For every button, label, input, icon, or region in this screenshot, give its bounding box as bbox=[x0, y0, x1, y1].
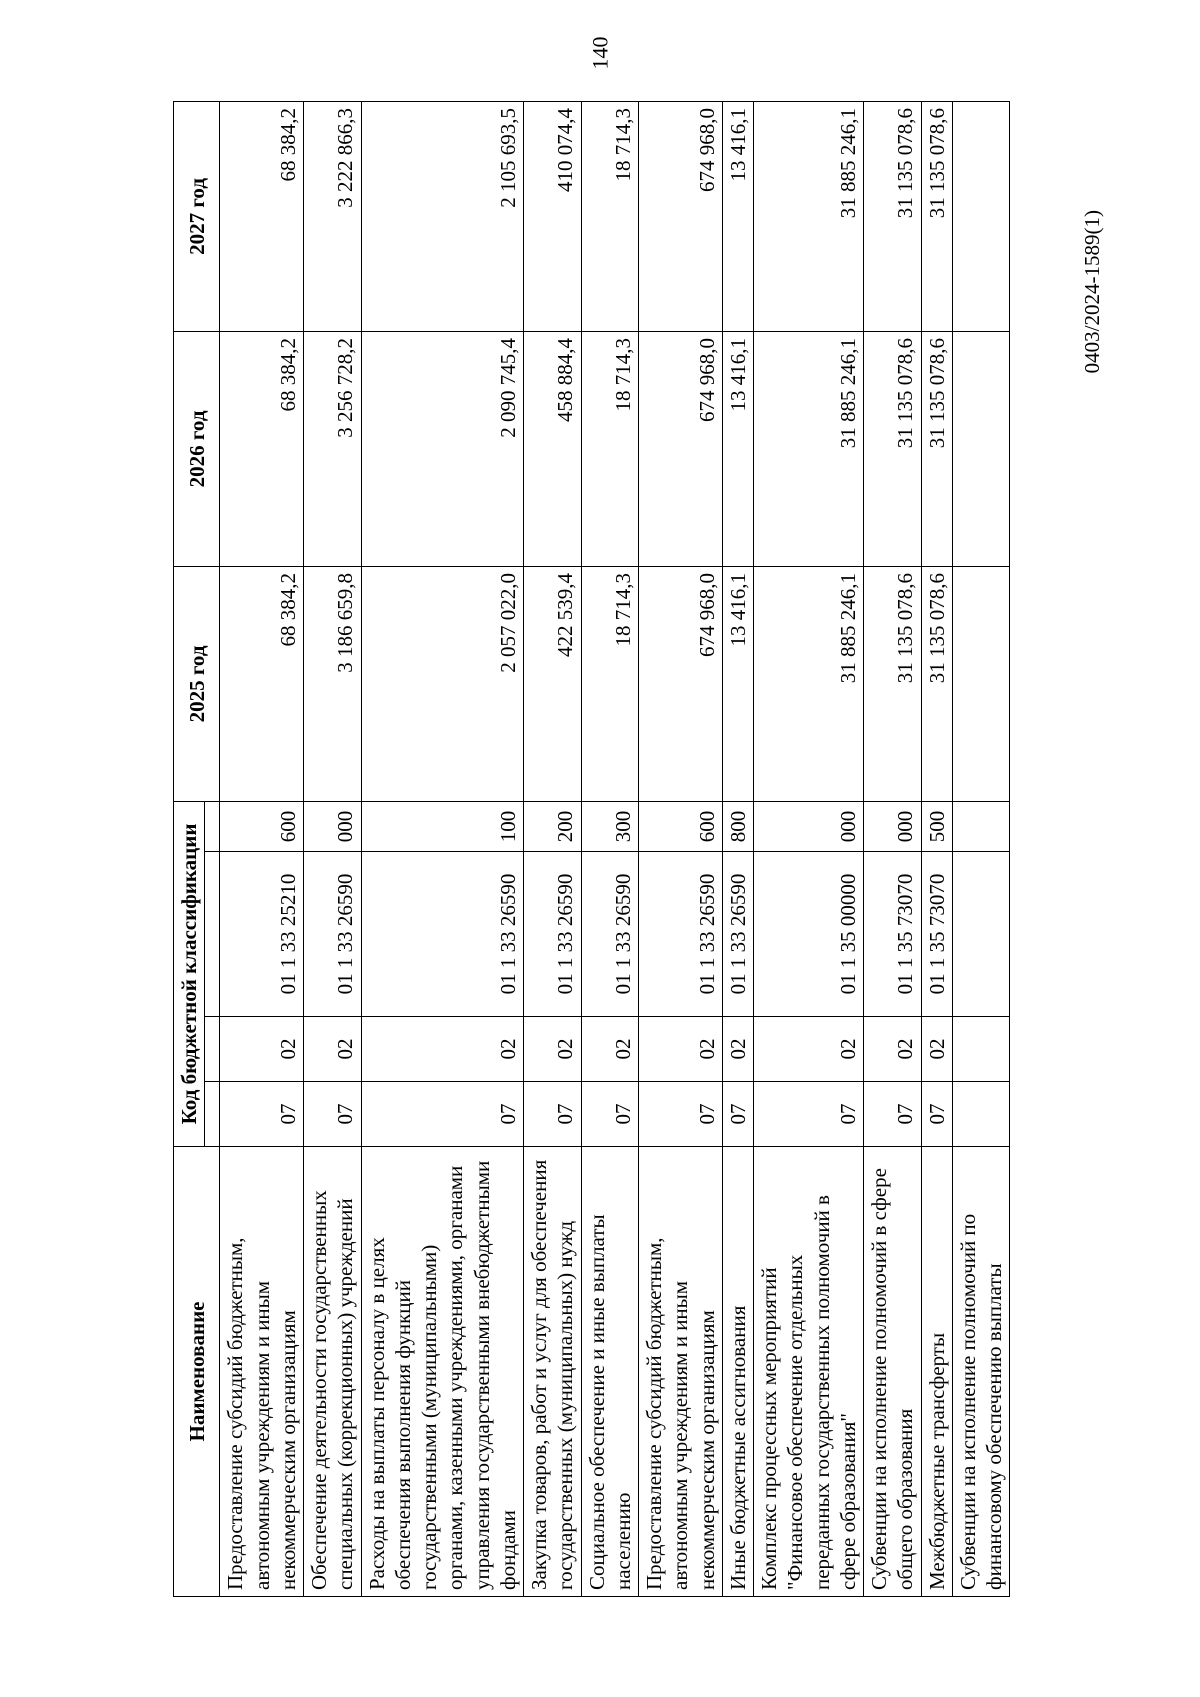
cell-2025: 13 416,1 bbox=[722, 566, 753, 801]
cell-2026: 31 135 078,6 bbox=[921, 331, 952, 566]
cell-2027: 2 105 693,5 bbox=[361, 101, 524, 331]
header-2026: 2026 год bbox=[174, 331, 220, 566]
cell-name: Субвенции на исполнение полномочий в сфере общего образования bbox=[864, 1147, 922, 1597]
cell-subsection: 02 bbox=[864, 1017, 922, 1082]
cell-expense-type: 300 bbox=[581, 801, 639, 851]
header-spacer-cell bbox=[205, 801, 220, 851]
cell-2025: 31 135 078,6 bbox=[864, 566, 922, 801]
cell-subsection: 02 bbox=[524, 1017, 582, 1082]
cell-subsection: 02 bbox=[639, 1017, 723, 1082]
cell-expense-type: 200 bbox=[524, 801, 582, 851]
cell-2027: 674 968,0 bbox=[639, 101, 723, 331]
rotated-table-container bbox=[173, 102, 1052, 1597]
cell-expense-type: 000 bbox=[304, 801, 362, 851]
cell-2026: 674 968,0 bbox=[639, 331, 723, 566]
cell-section: 07 bbox=[304, 1082, 362, 1147]
table-row bbox=[864, 101, 922, 1596]
table-row bbox=[361, 101, 524, 1596]
cell-2027 bbox=[952, 101, 1010, 331]
cell-section: 07 bbox=[361, 1082, 524, 1147]
header-spacer-cell bbox=[205, 1082, 220, 1147]
cell-target-article: 01 1 35 00000 bbox=[754, 852, 864, 1017]
cell-2027: 31 135 078,6 bbox=[864, 101, 922, 331]
cell-2025: 31 885 246,1 bbox=[754, 566, 864, 801]
cell-target-article: 01 1 33 26590 bbox=[581, 852, 639, 1017]
cell-2025: 674 968,0 bbox=[639, 566, 723, 801]
cell-target-article: 01 1 33 26590 bbox=[304, 852, 362, 1017]
cell-section: 07 bbox=[921, 1082, 952, 1147]
table-row bbox=[581, 101, 639, 1596]
cell-2026: 13 416,1 bbox=[722, 331, 753, 566]
cell-2027: 18 714,3 bbox=[581, 101, 639, 331]
cell-2027: 31 885 246,1 bbox=[754, 101, 864, 331]
table-row bbox=[754, 101, 864, 1596]
cell-2026: 3 256 728,2 bbox=[304, 331, 362, 566]
cell-subsection: 02 bbox=[581, 1017, 639, 1082]
cell-section bbox=[952, 1082, 1010, 1147]
table-row bbox=[722, 101, 753, 1596]
cell-target-article: 01 1 33 26590 bbox=[639, 852, 723, 1017]
cell-2025: 422 539,4 bbox=[524, 566, 582, 801]
cell-section: 07 bbox=[754, 1082, 864, 1147]
table-body bbox=[220, 101, 1010, 1596]
cell-2027: 31 135 078,6 bbox=[921, 101, 952, 331]
cell-2027: 68 384,2 bbox=[220, 101, 304, 331]
cell-subsection: 02 bbox=[304, 1017, 362, 1082]
cell-2026: 458 884,4 bbox=[524, 331, 582, 566]
cell-subsection: 02 bbox=[722, 1017, 753, 1082]
cell-expense-type: 600 bbox=[639, 801, 723, 851]
cell-name: Предоставление субсидий бюджетным, автономным учреждениям и иным некоммерческим организациям bbox=[220, 1147, 304, 1597]
cell-2025 bbox=[952, 566, 1010, 801]
table-row bbox=[304, 101, 362, 1596]
header-name: Наименование bbox=[174, 1147, 220, 1597]
cell-name: Расходы на выплаты персоналу в целях обеспечения выполнения функций государственными (муниципальными) органами, казенными учреждениями, органами управления государственными внебюджетными фондами bbox=[361, 1147, 524, 1597]
cell-2025: 2 057 022,0 bbox=[361, 566, 524, 801]
cell-2026: 2 090 745,4 bbox=[361, 331, 524, 566]
header-2025: 2025 год bbox=[174, 566, 220, 801]
cell-2025: 18 714,3 bbox=[581, 566, 639, 801]
cell-subsection: 02 bbox=[361, 1017, 524, 1082]
cell-expense-type: 500 bbox=[921, 801, 952, 851]
cell-name: Иные бюджетные ассигнования bbox=[722, 1147, 753, 1597]
header-spacer-cell bbox=[205, 1017, 220, 1082]
page-number-text: 140 bbox=[587, 36, 612, 70]
header-classification: Код бюджетной классификации bbox=[174, 801, 205, 1146]
cell-2026 bbox=[952, 331, 1010, 566]
cell-name: Предоставление субсидий бюджетным, автономным учреждениям и иным некоммерческим организациям bbox=[639, 1147, 723, 1597]
cell-name: Межбюджетные трансферты bbox=[921, 1147, 952, 1597]
cell-target-article bbox=[952, 852, 1010, 1017]
cell-section: 07 bbox=[524, 1082, 582, 1147]
cell-target-article: 01 1 33 26590 bbox=[524, 852, 582, 1017]
cell-expense-type: 600 bbox=[220, 801, 304, 851]
header-2027: 2027 год bbox=[174, 101, 220, 331]
cell-target-article: 01 1 33 26590 bbox=[722, 852, 753, 1017]
cell-name: Комплекс процессных мероприятий "Финансовое обеспечение отдельных переданных государственных полномочий в сфере образования" bbox=[754, 1147, 864, 1597]
cell-subsection: 02 bbox=[220, 1017, 304, 1082]
cell-expense-type: 000 bbox=[754, 801, 864, 851]
budget-table bbox=[173, 101, 1010, 1597]
document-code: 0403/2024-1589(1) bbox=[1080, 210, 1104, 374]
cell-2025: 3 186 659,8 bbox=[304, 566, 362, 801]
cell-subsection: 02 bbox=[921, 1017, 952, 1082]
table-row bbox=[220, 101, 304, 1596]
cell-section: 07 bbox=[639, 1082, 723, 1147]
cell-target-article: 01 1 33 26590 bbox=[361, 852, 524, 1017]
cell-subsection bbox=[952, 1017, 1010, 1082]
cell-2027: 3 222 866,3 bbox=[304, 101, 362, 331]
cell-name: Обеспечение деятельности государственных специальных (коррекционных) учреждений bbox=[304, 1147, 362, 1597]
cell-expense-type: 000 bbox=[864, 801, 922, 851]
cell-2026: 31 885 246,1 bbox=[754, 331, 864, 566]
cell-section: 07 bbox=[864, 1082, 922, 1147]
cell-expense-type bbox=[952, 801, 1010, 851]
cell-2026: 68 384,2 bbox=[220, 331, 304, 566]
cell-target-article: 01 1 33 25210 bbox=[220, 852, 304, 1017]
cell-expense-type: 800 bbox=[722, 801, 753, 851]
cell-name: Субвенции на исполнение полномочий по финансовому обеспечению выплаты bbox=[952, 1147, 1010, 1597]
cell-section: 07 bbox=[581, 1082, 639, 1147]
cell-2027: 13 416,1 bbox=[722, 101, 753, 331]
cell-name: Социальное обеспечение и иные выплаты населению bbox=[581, 1147, 639, 1597]
table-row bbox=[524, 101, 582, 1596]
table-row bbox=[639, 101, 723, 1596]
cell-2027: 410 074,4 bbox=[524, 101, 582, 331]
table-row bbox=[952, 101, 1010, 1596]
header-row bbox=[174, 101, 205, 1596]
cell-section: 07 bbox=[220, 1082, 304, 1147]
cell-2025: 31 135 078,6 bbox=[921, 566, 952, 801]
cell-section: 07 bbox=[722, 1082, 753, 1147]
cell-target-article: 01 1 35 73070 bbox=[864, 852, 922, 1017]
page-number bbox=[0, 36, 1200, 70]
cell-2026: 18 714,3 bbox=[581, 331, 639, 566]
cell-subsection: 02 bbox=[754, 1017, 864, 1082]
cell-name: Закупка товаров, работ и услуг для обеспечения государственных (муниципальных) нужд bbox=[524, 1147, 582, 1597]
cell-expense-type: 100 bbox=[361, 801, 524, 851]
cell-2025: 68 384,2 bbox=[220, 566, 304, 801]
table-row bbox=[921, 101, 952, 1596]
cell-2026: 31 135 078,6 bbox=[864, 331, 922, 566]
cell-target-article: 01 1 35 73070 bbox=[921, 852, 952, 1017]
header-spacer-cell bbox=[205, 852, 220, 1017]
